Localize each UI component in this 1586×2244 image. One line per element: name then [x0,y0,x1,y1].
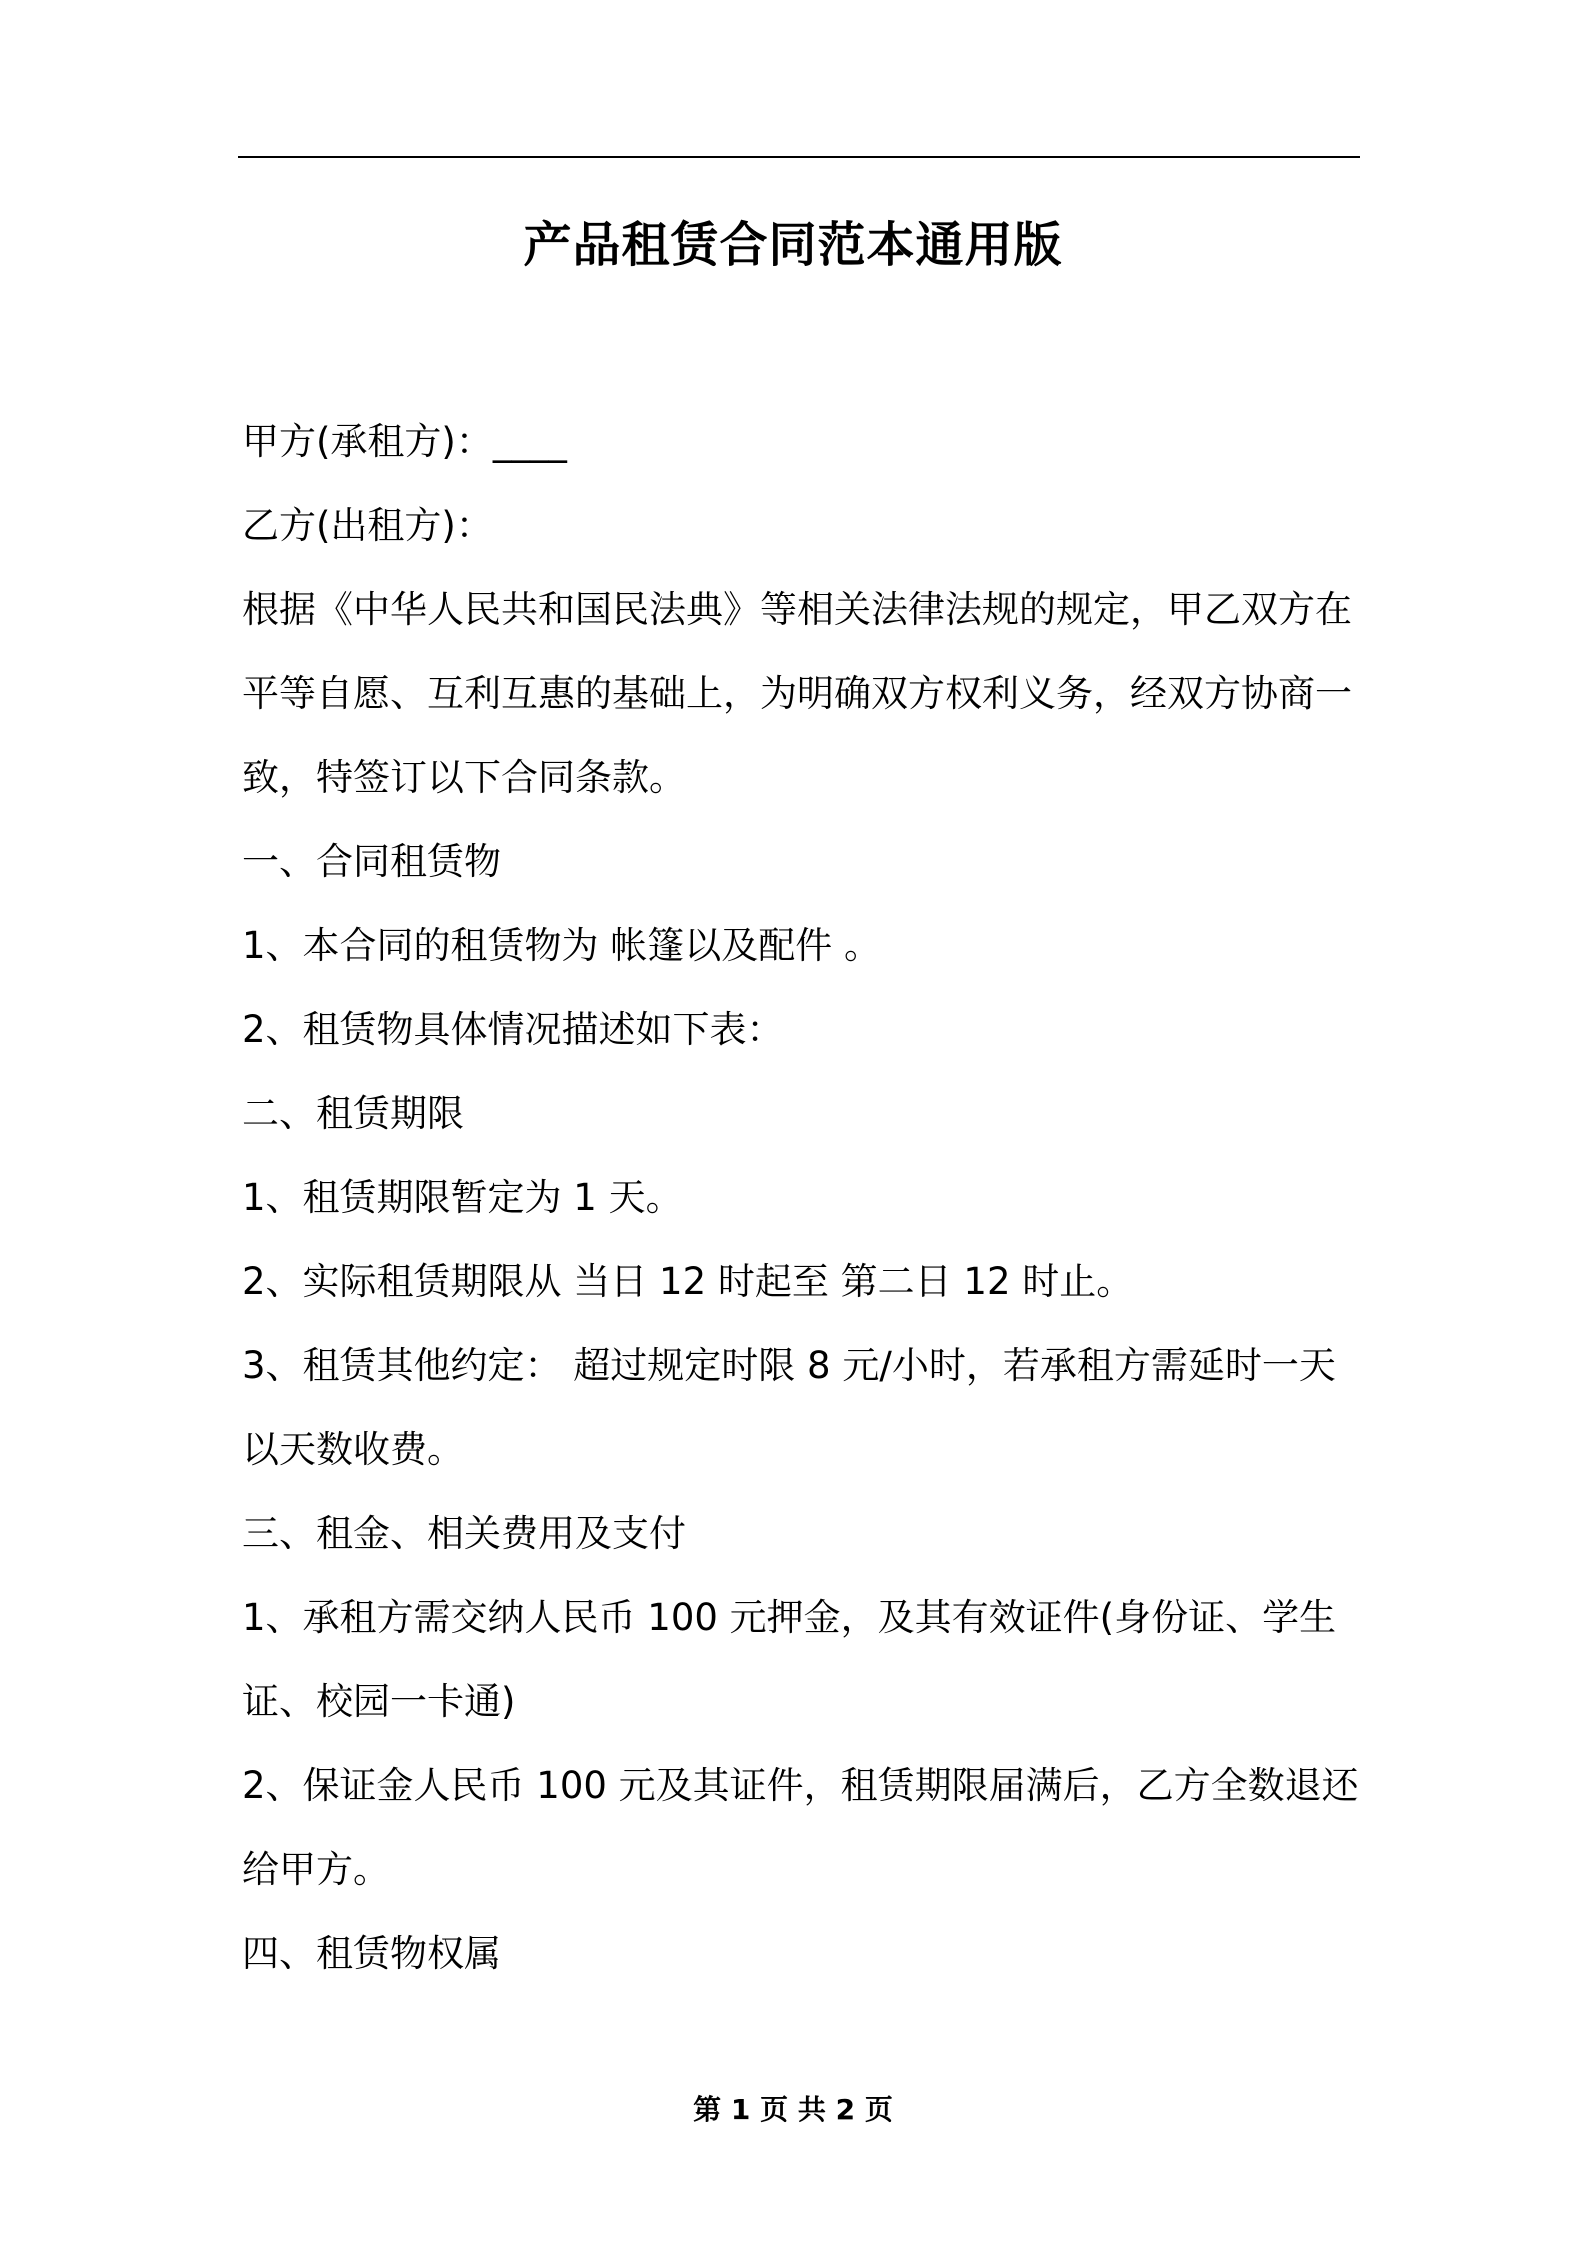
clause-2-2: 2、实际租赁期限从 当日 12 时起至 第二日 12 时止。 [242,1260,1134,1303]
party-a-line: 甲方(承租方)：____ [242,420,567,463]
clause-1-2: 2、租赁物具体情况描述如下表： [242,1008,784,1051]
party-b-line: 乙方(出租方)： [242,504,493,547]
section-heading-1: 一、合同租赁物 [242,840,501,883]
document-title: 产品租赁合同范本通用版 [523,217,1063,273]
section-heading-4: 四、租赁物权属 [242,1932,501,1975]
section-heading-3: 三、租金、相关费用及支付 [242,1512,686,1555]
footer-prefix: 第 [693,2093,722,2126]
clause-3-2: 2、保证金人民币 100 元及其证件，租赁期限届满后，乙方全数退还给甲方。 [242,1764,1359,1891]
preamble-paragraph: 根据《中华人民共和国民法典》等相关法律法规的规定，甲乙双方在平等自愿、互利互惠的基础上，为明确双方权利义务，经双方协商一致，特签订以下合同条款。 [242,588,1352,799]
clause-2-3: 3、租赁其他约定： 超过规定时限 8 元/小时，若承租方需延时一天以天数收费。 [242,1344,1336,1471]
clause-2-1: 1、租赁期限暂定为 1 天。 [242,1176,683,1219]
page-footer [0,2090,1586,2130]
footer-total-pages: 2 [835,2093,856,2126]
clause-1-1: 1、本合同的租赁物为 帐篷以及配件 。 [242,924,882,967]
footer-middle: 页 共 [760,2093,826,2126]
footer-suffix: 页 [864,2093,893,2126]
section-heading-2: 二、租赁期限 [242,1092,464,1135]
clause-3-1: 1、承租方需交纳人民币 100 元押金，及其有效证件(身份证、学生证、校园一卡通) [242,1596,1337,1723]
header-rule [238,156,1360,158]
document-body [242,400,1362,1996]
footer-page-number: 1 [730,2093,751,2126]
